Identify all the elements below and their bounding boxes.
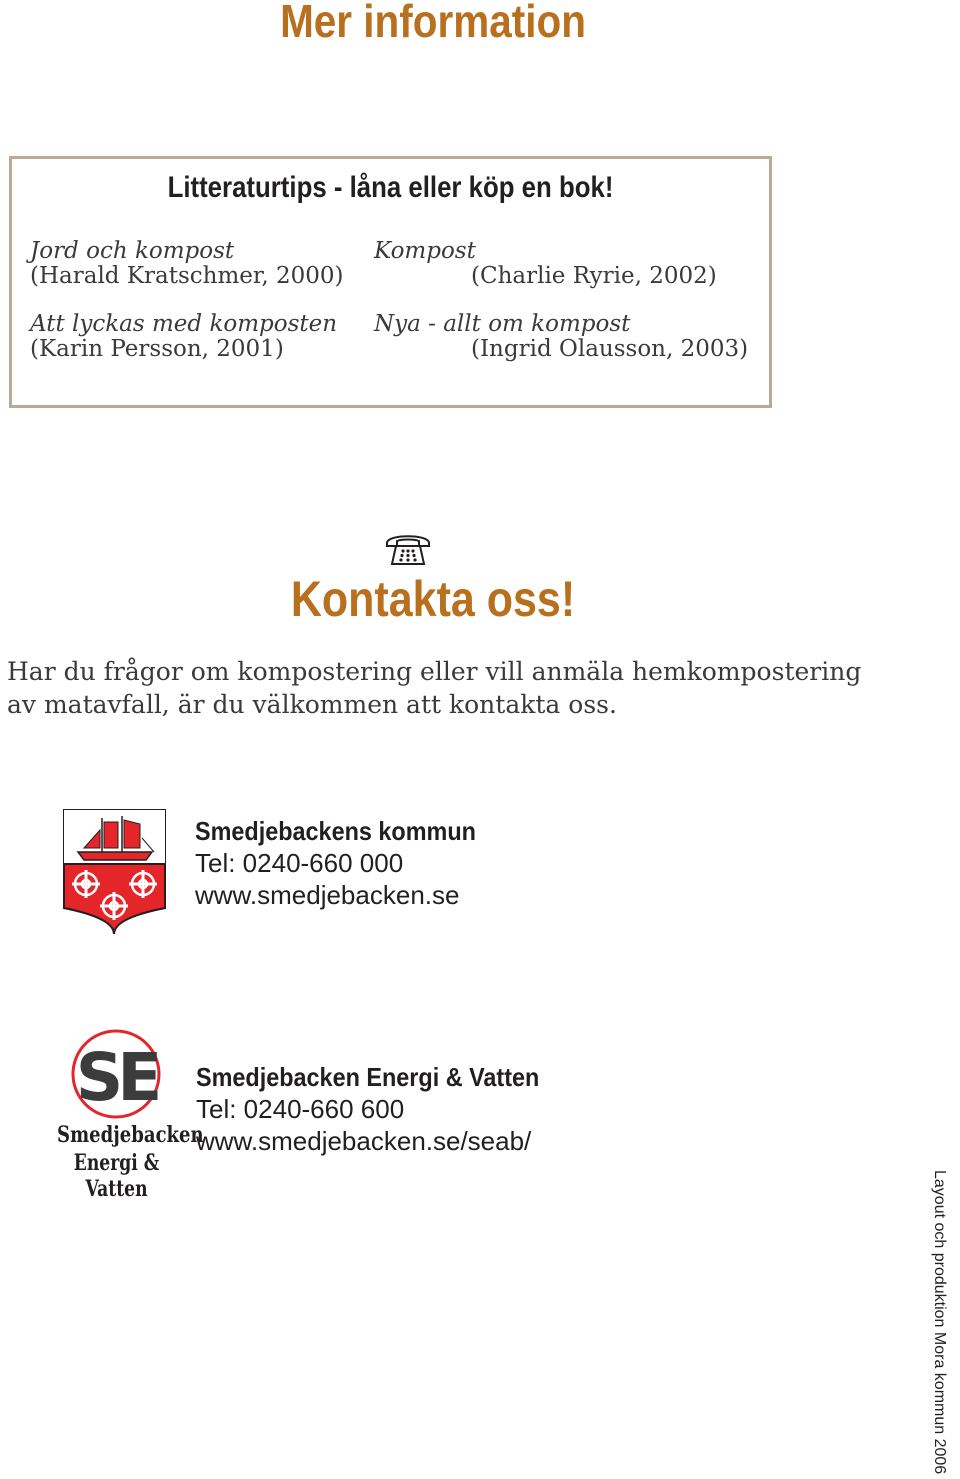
org-website[interactable]: www.smedjebacken.se/seab/ <box>196 1126 532 1156</box>
literature-box <box>9 156 772 408</box>
book-item <box>374 239 717 289</box>
book-title: Jord och kompost <box>30 238 235 264</box>
book-title: Kompost <box>374 238 476 264</box>
literature-heading: Litteraturtips - låna eller köp en bok! <box>167 171 614 204</box>
organization-energi-vatten <box>196 1061 577 1157</box>
book-author: (Harald Kratschmer, 2000) <box>30 263 344 289</box>
contact-text: Har du frågor om kompostering eller vill anmäla hemkompostering av matavfall, är du välkommen att kontakta oss. <box>7 657 862 719</box>
se-logo-line2: Energi & Vatten <box>73 1150 160 1202</box>
coat-of-arms-icon <box>62 808 167 936</box>
org-website[interactable]: www.smedjebacken.se <box>195 880 460 910</box>
se-logo-icon <box>44 1028 204 1202</box>
page-title: Mer information <box>280 0 586 47</box>
book-title: Nya - allt om kompost <box>374 311 631 337</box>
book-author: (Charlie Ryrie, 2002) <box>471 263 717 289</box>
org-name: Smedjebacken Energi & Vatten <box>196 1062 540 1092</box>
organization-kommun <box>195 815 507 911</box>
se-logo-line1: Smedjebacken <box>57 1122 204 1148</box>
telephone-icon <box>384 530 432 568</box>
book-item <box>30 239 344 289</box>
book-author: (Ingrid Olausson, 2003) <box>471 336 749 362</box>
org-phone: Tel: 0240-660 000 <box>195 848 404 878</box>
book-item <box>374 312 748 362</box>
production-credit: Layout och produktion Mora kommun 2006 <box>931 1170 948 1475</box>
se-logo-mark: SE <box>75 1039 157 1116</box>
org-phone: Tel: 0240-660 600 <box>196 1094 405 1124</box>
book-author: (Karin Persson, 2001) <box>30 336 284 362</box>
org-name: Smedjebackens kommun <box>195 816 476 846</box>
book-item <box>30 312 337 362</box>
contact-title: Kontakta oss! <box>290 571 576 627</box>
book-title: Att lyckas med komposten <box>30 311 338 337</box>
